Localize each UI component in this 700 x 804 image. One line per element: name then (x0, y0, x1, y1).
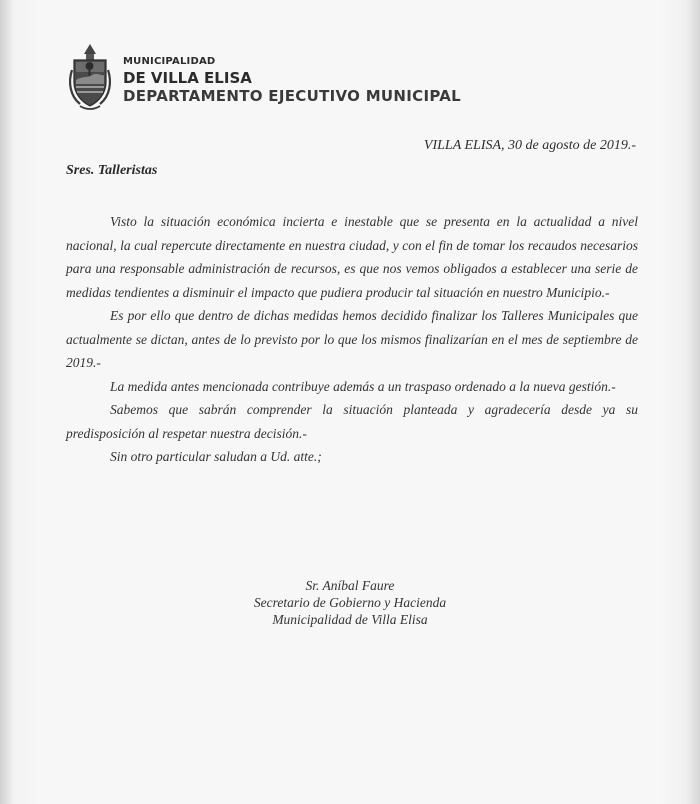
signatory-name: Sr. Aníbal Faure (305, 578, 395, 593)
paragraph-transition: La medida antes mencionada contribuye además a un traspaso ordenado a la nueva gestión.- (110, 378, 616, 394)
signatory-organization: Municipalidad de Villa Elisa (272, 612, 428, 627)
letterhead-municipality: MUNICIPALIDAD (123, 56, 216, 67)
letterhead-city: DE VILLA ELISA (123, 69, 252, 87)
letter-date: VILLA ELISA, 30 de agosto de 2019.- (423, 138, 636, 153)
paragraph-closing: Sin otro particular saludan a Ud. atte.; (110, 449, 322, 464)
letterhead-text (123, 56, 461, 105)
paragraph-situation: Visto la situación económica incierta e inestable que se presenta en la actualidad a nivel nacional, la cual repercute directamente en nuestra ciudad, y con el fin de tomar los recaudos necesarios para una responsable administración de recursos, es que nos vemos obligados a establecer una serie de medidas tendientes a disminuir el impacto que pudiera producir tal situación en nuestro Municipio.- (66, 214, 638, 300)
signatory-title: Secretario de Gobierno y Hacienda (253, 595, 447, 610)
municipal-crest-icon (66, 40, 114, 112)
salutation: Sres. Talleristas (66, 163, 158, 178)
letterhead (66, 40, 536, 120)
signature-block (200, 577, 500, 628)
paragraph-decision: Es por ello que dentro de dichas medidas hemos decidido finalizar los Talleres Municipales que actualmente se dictan, antes de lo previsto por lo que los mismos finalizarían en el mes de septiembre de 2019.- (66, 308, 638, 370)
letter-body (66, 210, 638, 469)
paragraph-understanding: Sabemos que sabrán comprender la situación planteada y agradecería desde ya su predisposición al respetar nuestra decisión.- (66, 402, 638, 441)
letterhead-department: DEPARTAMENTO EJECUTIVO MUNICIPAL (123, 87, 462, 105)
